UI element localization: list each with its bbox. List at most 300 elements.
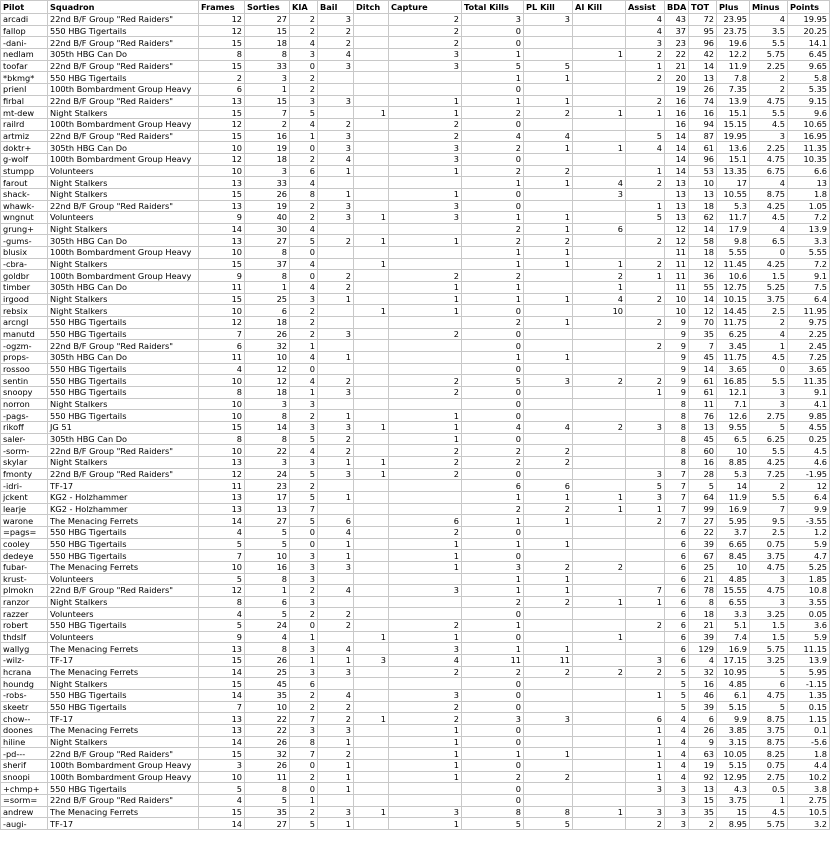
- stat-cell: 1: [462, 352, 524, 364]
- stat-cell: 2: [389, 25, 462, 37]
- stat-cell: 1: [389, 165, 462, 177]
- stat-cell: 1: [626, 270, 665, 282]
- stat-cell: 0.25: [788, 433, 830, 445]
- stat-cell: 4.25: [750, 456, 788, 468]
- stat-cell: 19: [689, 760, 717, 772]
- stat-cell: 25: [689, 561, 717, 573]
- stat-cell: 1: [524, 515, 573, 527]
- stat-cell: [354, 783, 389, 795]
- stat-cell: 26: [245, 736, 290, 748]
- stat-cell: 24: [245, 468, 290, 480]
- pilot-cell: andrew: [1, 806, 48, 818]
- stat-cell: 1: [318, 655, 354, 667]
- stat-cell: 4: [318, 690, 354, 702]
- stat-cell: 2: [750, 72, 788, 84]
- stat-cell: 26: [245, 328, 290, 340]
- stat-cell: 3: [389, 806, 462, 818]
- stat-cell: 1: [462, 585, 524, 597]
- stat-cell: 4: [665, 760, 689, 772]
- stat-cell: 2: [462, 142, 524, 154]
- stat-cell: 15.55: [717, 585, 750, 597]
- stat-cell: 11: [199, 282, 245, 294]
- stat-cell: 2: [750, 83, 788, 95]
- stat-cell: 0: [290, 247, 318, 259]
- stat-cell: 3: [290, 561, 318, 573]
- stat-cell: 37: [245, 258, 290, 270]
- stat-cell: 18: [689, 200, 717, 212]
- stat-cell: [354, 142, 389, 154]
- stat-cell: 1: [524, 212, 573, 224]
- pilot-cell: snoopy: [1, 387, 48, 399]
- stat-cell: 5: [245, 794, 290, 806]
- table-row: [1, 736, 830, 748]
- stat-cell: [524, 794, 573, 806]
- stat-cell: [573, 212, 626, 224]
- stat-cell: 7: [290, 503, 318, 515]
- stat-cell: [524, 433, 573, 445]
- stat-cell: 1: [389, 421, 462, 433]
- stat-cell: 18: [245, 317, 290, 329]
- stat-cell: 8.25: [750, 748, 788, 760]
- stat-cell: 4.3: [717, 783, 750, 795]
- stat-cell: 4: [290, 37, 318, 49]
- stat-cell: 2: [524, 771, 573, 783]
- stat-cell: 36: [689, 270, 717, 282]
- stat-cell: 8: [462, 806, 524, 818]
- pilot-cell: chow--: [1, 713, 48, 725]
- stat-cell: 3.6: [788, 620, 830, 632]
- table-row: [1, 25, 830, 37]
- squadron-cell: Volunteers: [48, 573, 199, 585]
- stat-cell: 1.35: [788, 690, 830, 702]
- stat-cell: 7: [626, 585, 665, 597]
- stat-cell: [626, 550, 665, 562]
- stat-cell: 19: [245, 142, 290, 154]
- stat-cell: 13.9: [788, 655, 830, 667]
- stat-cell: 7.25: [788, 352, 830, 364]
- stat-cell: 23.95: [717, 14, 750, 26]
- stat-cell: 13: [199, 725, 245, 737]
- stat-cell: 2: [573, 375, 626, 387]
- stat-cell: [354, 608, 389, 620]
- stat-cell: 0: [290, 526, 318, 538]
- stat-cell: 9.9: [717, 713, 750, 725]
- pilot-cell: doones: [1, 725, 48, 737]
- stat-cell: 11.95: [788, 305, 830, 317]
- stat-cell: 4: [290, 375, 318, 387]
- stat-cell: 9.9: [788, 503, 830, 515]
- stat-cell: 6: [245, 596, 290, 608]
- squadron-cell: Night Stalkers: [48, 177, 199, 189]
- stat-cell: 1: [524, 142, 573, 154]
- stat-cell: 0: [462, 37, 524, 49]
- stat-cell: 3: [318, 468, 354, 480]
- table-row: [1, 794, 830, 806]
- stat-cell: 5.9: [788, 631, 830, 643]
- stat-cell: 15: [199, 107, 245, 119]
- stat-cell: [354, 678, 389, 690]
- stat-cell: [318, 480, 354, 492]
- stat-cell: [573, 550, 626, 562]
- table-row: [1, 14, 830, 26]
- stat-cell: 2: [389, 713, 462, 725]
- stat-cell: [573, 585, 626, 597]
- pilot-cell: toofar: [1, 60, 48, 72]
- pilot-cell: dedeye: [1, 550, 48, 562]
- stat-cell: 3: [245, 456, 290, 468]
- stat-cell: 0: [462, 631, 524, 643]
- stat-cell: 2: [290, 480, 318, 492]
- stat-cell: 5.8: [788, 72, 830, 84]
- stat-cell: 3: [318, 212, 354, 224]
- stat-cell: 4.5: [750, 806, 788, 818]
- stat-cell: 6.4: [788, 293, 830, 305]
- stat-cell: [524, 783, 573, 795]
- table-row: [1, 72, 830, 84]
- stat-cell: 3: [665, 818, 689, 830]
- stat-cell: [318, 678, 354, 690]
- stat-cell: [524, 736, 573, 748]
- stat-cell: 1: [389, 771, 462, 783]
- stat-cell: 2: [626, 620, 665, 632]
- stat-cell: 0: [290, 620, 318, 632]
- stat-cell: 12.1: [717, 387, 750, 399]
- stat-cell: 14: [689, 363, 717, 375]
- stat-cell: 2: [290, 14, 318, 26]
- stat-cell: 6.25: [717, 328, 750, 340]
- stat-cell: 13: [199, 643, 245, 655]
- stat-cell: 7.25: [750, 468, 788, 480]
- stat-cell: [354, 375, 389, 387]
- stat-cell: 19.95: [788, 14, 830, 26]
- stat-cell: 9: [665, 363, 689, 375]
- stat-cell: 27: [245, 818, 290, 830]
- pilot-cell: -ogzm-: [1, 340, 48, 352]
- stat-cell: 1: [626, 60, 665, 72]
- stat-cell: 0: [750, 363, 788, 375]
- stat-cell: 13: [665, 212, 689, 224]
- stat-cell: 1: [290, 130, 318, 142]
- stat-cell: 4: [524, 130, 573, 142]
- stat-cell: 2: [462, 666, 524, 678]
- stat-cell: 3.5: [750, 25, 788, 37]
- stat-cell: 14: [717, 480, 750, 492]
- stat-cell: 5: [626, 480, 665, 492]
- stat-cell: 3: [462, 14, 524, 26]
- stat-cell: [354, 771, 389, 783]
- table-row: [1, 573, 830, 585]
- stat-cell: [354, 60, 389, 72]
- stat-cell: 33: [245, 177, 290, 189]
- stat-cell: 5.5: [750, 375, 788, 387]
- squadron-cell: 550 HBG Tigertails: [48, 317, 199, 329]
- stat-cell: [318, 107, 354, 119]
- stat-cell: 1: [524, 748, 573, 760]
- stat-cell: 3: [665, 806, 689, 818]
- stat-cell: 2: [318, 433, 354, 445]
- stat-cell: 17: [245, 491, 290, 503]
- stat-cell: 1: [318, 771, 354, 783]
- stat-cell: 1: [389, 282, 462, 294]
- pilot-cell: krust-: [1, 573, 48, 585]
- stat-cell: [573, 37, 626, 49]
- stat-cell: 3: [318, 561, 354, 573]
- stat-cell: 11.45: [717, 258, 750, 270]
- stat-cell: 2.25: [750, 60, 788, 72]
- stat-cell: 10.55: [717, 188, 750, 200]
- stat-cell: 18: [689, 608, 717, 620]
- squadron-cell: 22nd B/F Group "Red Raiders": [48, 60, 199, 72]
- table-row: [1, 526, 830, 538]
- stat-cell: 11: [689, 398, 717, 410]
- stat-cell: 14: [199, 736, 245, 748]
- stat-cell: 6.5: [750, 235, 788, 247]
- stat-cell: 8: [665, 421, 689, 433]
- pilot-cell: manutd: [1, 328, 48, 340]
- stat-cell: 1: [389, 293, 462, 305]
- stat-cell: 67: [689, 550, 717, 562]
- stat-cell: 3: [290, 421, 318, 433]
- stat-cell: 1: [245, 83, 290, 95]
- column-header: Assist: [626, 1, 665, 14]
- stat-cell: 0: [750, 247, 788, 259]
- stat-cell: 14: [199, 223, 245, 235]
- stat-cell: [626, 631, 665, 643]
- stat-cell: 13: [199, 503, 245, 515]
- stat-cell: 40: [245, 212, 290, 224]
- stat-cell: 14: [689, 293, 717, 305]
- stat-cell: [318, 317, 354, 329]
- stat-cell: 10: [199, 165, 245, 177]
- pilot-cell: -gums-: [1, 235, 48, 247]
- stat-cell: 6: [290, 165, 318, 177]
- pilot-cell: houndg: [1, 678, 48, 690]
- stat-cell: 3: [626, 806, 665, 818]
- squadron-cell: 550 HBG Tigertails: [48, 410, 199, 422]
- stat-cell: 27: [245, 14, 290, 26]
- stat-cell: [389, 608, 462, 620]
- stat-cell: [573, 771, 626, 783]
- stat-cell: [389, 352, 462, 364]
- stat-cell: 0: [462, 200, 524, 212]
- stat-cell: 2: [389, 37, 462, 49]
- stat-cell: 28: [689, 468, 717, 480]
- stat-cell: 1: [354, 713, 389, 725]
- stat-cell: 16: [245, 130, 290, 142]
- table-row: [1, 806, 830, 818]
- column-header: Sorties: [245, 1, 290, 14]
- stat-cell: [524, 410, 573, 422]
- stat-cell: [626, 363, 665, 375]
- stat-cell: [626, 247, 665, 259]
- pilot-cell: learje: [1, 503, 48, 515]
- table-row: [1, 247, 830, 259]
- stat-cell: 3: [354, 655, 389, 667]
- stat-cell: [524, 701, 573, 713]
- stat-cell: 7: [290, 713, 318, 725]
- stat-cell: 7.35: [717, 83, 750, 95]
- stat-cell: [626, 445, 665, 457]
- stat-cell: 16: [689, 456, 717, 468]
- column-header: Bail: [318, 1, 354, 14]
- stat-cell: 5: [290, 235, 318, 247]
- squadron-cell: 22nd B/F Group "Red Raiders": [48, 585, 199, 597]
- stat-cell: 2: [290, 701, 318, 713]
- stat-cell: 1: [389, 736, 462, 748]
- stat-cell: 2: [626, 818, 665, 830]
- stat-cell: 2: [290, 305, 318, 317]
- stat-cell: 12: [199, 14, 245, 26]
- stat-cell: 1: [524, 352, 573, 364]
- squadron-cell: 22nd B/F Group "Red Raiders": [48, 468, 199, 480]
- pilot-cell: blusix: [1, 247, 48, 259]
- stat-cell: 1: [573, 503, 626, 515]
- stat-cell: [524, 83, 573, 95]
- pilot-cell: g-wolf: [1, 153, 48, 165]
- stat-cell: [389, 83, 462, 95]
- stat-cell: 10.05: [717, 748, 750, 760]
- stat-cell: [354, 48, 389, 60]
- stat-cell: [354, 37, 389, 49]
- table-row: [1, 480, 830, 492]
- stat-cell: 2: [290, 585, 318, 597]
- squadron-cell: The Menacing Ferrets: [48, 561, 199, 573]
- stat-cell: 1.8: [788, 748, 830, 760]
- stat-cell: 2: [750, 317, 788, 329]
- stat-cell: 1: [318, 165, 354, 177]
- stat-cell: 1: [524, 491, 573, 503]
- squadron-cell: 550 HBG Tigertails: [48, 72, 199, 84]
- pilot-cell: firbal: [1, 95, 48, 107]
- stat-cell: 3: [389, 212, 462, 224]
- stat-cell: 32: [245, 340, 290, 352]
- stat-cell: [318, 794, 354, 806]
- table-row: [1, 515, 830, 527]
- stat-cell: 15.15: [717, 118, 750, 130]
- stat-cell: 6: [665, 643, 689, 655]
- stat-cell: 3: [626, 468, 665, 480]
- stat-cell: [573, 410, 626, 422]
- stat-cell: 11: [524, 655, 573, 667]
- stat-cell: 9: [665, 317, 689, 329]
- stat-cell: 10.6: [717, 270, 750, 282]
- stat-cell: 15: [199, 130, 245, 142]
- table-row: [1, 212, 830, 224]
- stat-cell: 7.8: [717, 72, 750, 84]
- stat-cell: 2: [290, 72, 318, 84]
- stat-cell: [389, 247, 462, 259]
- stat-cell: [573, 515, 626, 527]
- stat-cell: 5: [524, 818, 573, 830]
- stat-cell: 12.6: [717, 410, 750, 422]
- stat-cell: 8: [245, 573, 290, 585]
- stat-cell: 2: [626, 177, 665, 189]
- stat-cell: 8: [290, 188, 318, 200]
- stat-cell: 2: [626, 48, 665, 60]
- squadron-cell: Night Stalkers: [48, 305, 199, 317]
- stat-cell: 16: [689, 107, 717, 119]
- stat-cell: 12.95: [717, 771, 750, 783]
- pilot-cell: -sorm-: [1, 445, 48, 457]
- stat-cell: 5.1: [717, 620, 750, 632]
- stat-cell: 5.25: [750, 282, 788, 294]
- pilot-cell: prienl: [1, 83, 48, 95]
- stat-cell: 13: [199, 235, 245, 247]
- pilot-cell: saler-: [1, 433, 48, 445]
- pilot-cell: =sorm=: [1, 794, 48, 806]
- table-row: [1, 585, 830, 597]
- table-row: [1, 258, 830, 270]
- stat-cell: 2: [318, 445, 354, 457]
- stat-cell: 2: [524, 107, 573, 119]
- table-row: [1, 282, 830, 294]
- squadron-cell: The Menacing Ferrets: [48, 643, 199, 655]
- stat-cell: 2: [318, 118, 354, 130]
- column-header: Ditch: [354, 1, 389, 14]
- stat-cell: 2: [389, 456, 462, 468]
- stat-cell: 15: [245, 95, 290, 107]
- stat-cell: 6: [665, 573, 689, 585]
- stat-cell: 0.5: [750, 783, 788, 795]
- pilot-cell: fallop: [1, 25, 48, 37]
- stat-cell: 25: [245, 293, 290, 305]
- squadron-cell: Volunteers: [48, 212, 199, 224]
- table-row: [1, 142, 830, 154]
- stat-cell: 7: [665, 468, 689, 480]
- stat-cell: [573, 678, 626, 690]
- stat-cell: 1: [318, 491, 354, 503]
- stat-cell: 2: [573, 421, 626, 433]
- stat-cell: 1: [389, 235, 462, 247]
- stat-cell: [318, 247, 354, 259]
- stat-cell: 45: [689, 433, 717, 445]
- pilot-cell: norron: [1, 398, 48, 410]
- stat-cell: 15: [199, 60, 245, 72]
- stat-cell: 2: [626, 515, 665, 527]
- stat-cell: 1.5: [750, 620, 788, 632]
- table-row: [1, 631, 830, 643]
- pilot-cell: grung+: [1, 223, 48, 235]
- stat-cell: 8: [665, 410, 689, 422]
- stat-cell: 7: [199, 701, 245, 713]
- stat-cell: [389, 340, 462, 352]
- stat-cell: 10: [245, 701, 290, 713]
- stat-cell: 23: [245, 480, 290, 492]
- table-row: [1, 701, 830, 713]
- stat-cell: [626, 305, 665, 317]
- stat-cell: 1: [318, 456, 354, 468]
- stat-cell: 2: [524, 235, 573, 247]
- pilot-cell: robert: [1, 620, 48, 632]
- stat-cell: 6: [573, 223, 626, 235]
- stat-cell: 5: [290, 468, 318, 480]
- stat-cell: 2.5: [750, 305, 788, 317]
- stat-cell: 11.75: [717, 317, 750, 329]
- stat-cell: [573, 445, 626, 457]
- stat-cell: 18: [245, 387, 290, 399]
- stat-cell: [524, 118, 573, 130]
- stat-cell: 1: [524, 293, 573, 305]
- stat-cell: 5: [750, 701, 788, 713]
- stat-cell: 5.5: [750, 37, 788, 49]
- stat-cell: 39: [689, 701, 717, 713]
- stat-cell: 8: [689, 596, 717, 608]
- stat-cell: 15.1: [717, 107, 750, 119]
- stat-cell: 96: [689, 37, 717, 49]
- stat-cell: 3: [750, 398, 788, 410]
- stat-cell: [524, 188, 573, 200]
- stat-cell: [354, 200, 389, 212]
